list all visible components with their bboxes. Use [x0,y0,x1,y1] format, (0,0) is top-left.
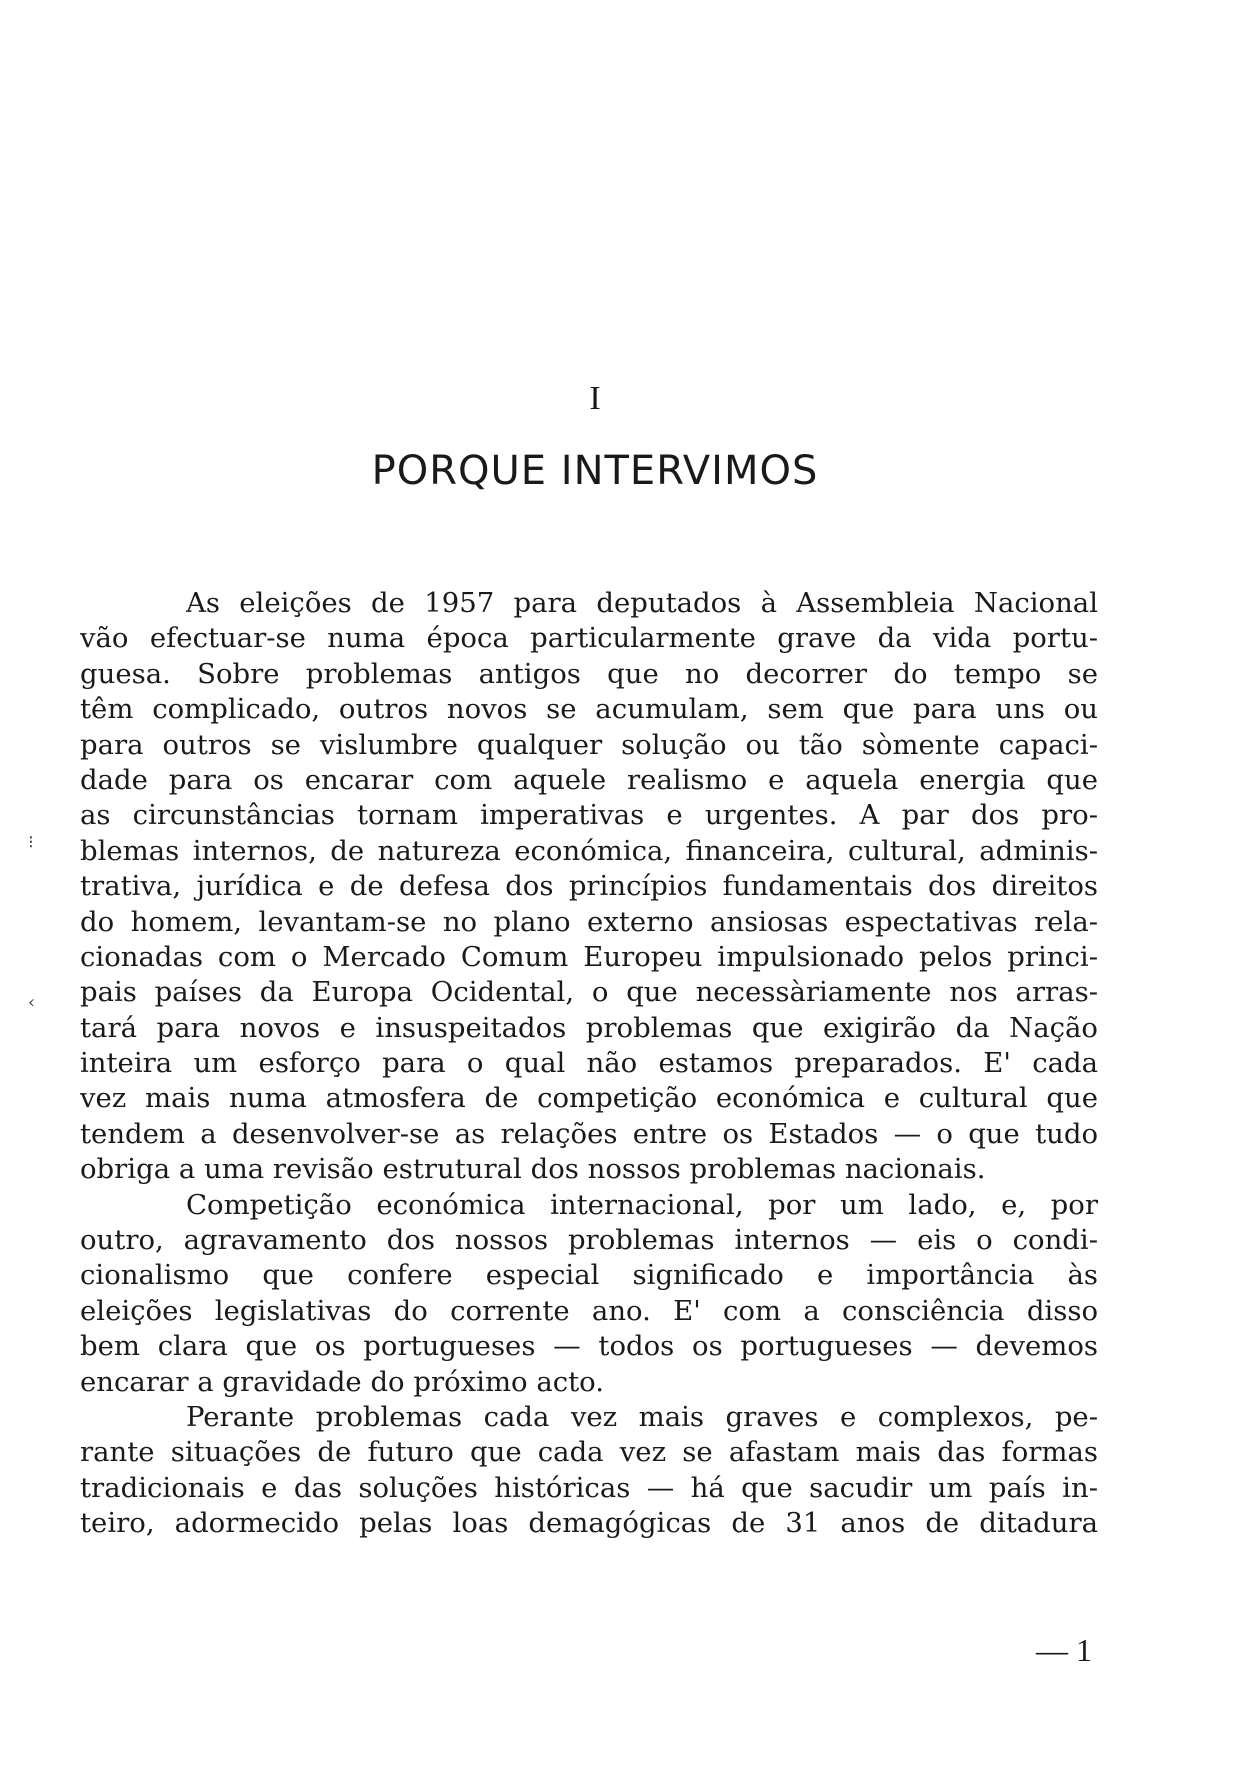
text-line: encarar a gravidade do próximo acto. [80,1365,604,1398]
text-line: rante situações de futuro que cada vez se afastam mais das formas [80,1436,1098,1469]
text-line: bem clara que os portugueses — todos os portugueses — devemos [80,1330,1098,1363]
text-line: tendem a desenvolver-se as relações entre os Estados — o que tudo [80,1117,1098,1150]
paragraph-1 [80,586,1098,1188]
text-line: teiro, adormecido pelas loas demagógicas de 31 anos de ditadura [80,1507,1098,1540]
text-line: tradicionais e das soluções históricas — há que sacudir um país in- [80,1471,1098,1504]
text-line: dade para os encarar com aquele realismo e aquela energia que [80,763,1098,796]
margin-ink-mark: ‹ [28,992,36,1013]
text-line: cionalismo que confere especial significado e importância às [80,1259,1098,1292]
text-line: vão efectuar-se numa época particularmente grave da vida portu- [80,622,1098,655]
text-line: Perante problemas cada vez mais graves e complexos, pe- [186,1400,1098,1433]
text-line: tará para novos e insuspeitados problemas que exigirão da Nação [80,1011,1098,1044]
text-line: obriga a uma revisão estrutural dos nossos problemas nacionais. [80,1153,986,1186]
text-line: Competição económica internacional, por um lado, e, por [186,1188,1098,1221]
chapter-number: I [589,380,601,417]
text-line: pais países da Europa Ocidental, o que necessàriamente nos arras- [80,976,1098,1009]
text-line: trativa, jurídica e de defesa dos princípios fundamentais dos direitos [80,870,1098,903]
text-line: inteira um esforço para o qual não estamos preparados. E' cada [80,1047,1098,1080]
text-line: guesa. Sobre problemas antigos que no decorrer do tempo se [80,657,1098,690]
page-number: — 1 [1036,1632,1092,1668]
paragraph-2 [80,1188,1098,1400]
text-line: vez mais numa atmosfera de competição económica e cultural que [80,1082,1098,1115]
text-line: eleições legislativas do corrente ano. E' com a consciência disso [80,1294,1098,1327]
text-line: têm complicado, outros novos se acumulam, sem que para uns ou [80,693,1098,726]
chapter-title: PORQUE INTERVIMOS [371,448,819,494]
text-line: cionadas com o Mercado Comum Europeu impulsionado pelos princi- [80,940,1098,973]
margin-ink-mark: ⁝ [28,832,34,853]
text-line: do homem, levantam-se no plano externo ansiosas espectativas rela- [80,905,1098,938]
text-line: para outros se vislumbre qualquer solução ou tão sòmente capaci- [80,728,1098,761]
body-text [80,586,1098,1542]
text-line: blemas internos, de natureza económica, financeira, cultural, adminis- [80,834,1098,867]
text-line: As eleições de 1957 para deputados à Assembleia Nacional [186,587,1098,619]
text-line: outro, agravamento dos nossos problemas internos — eis o condi- [80,1224,1098,1257]
paragraph-3 [80,1400,1098,1542]
text-line: as circunstâncias tornam imperativas e urgentes. A par dos pro- [80,799,1098,832]
